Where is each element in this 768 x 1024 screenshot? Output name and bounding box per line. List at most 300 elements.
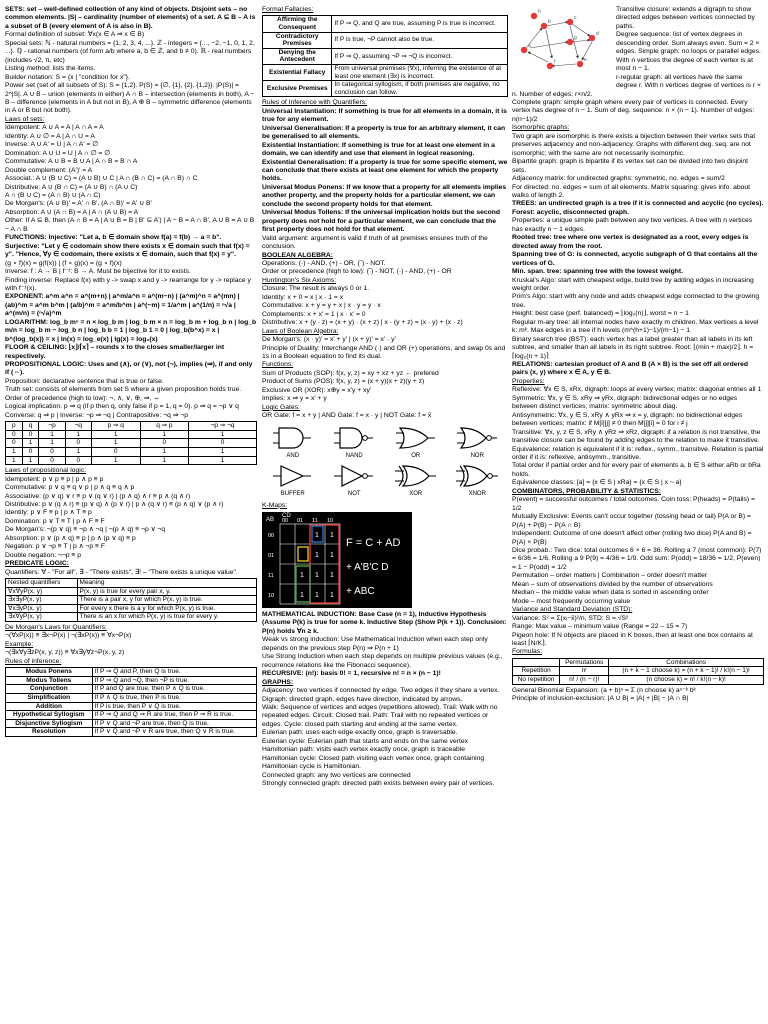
truth-header-cell: p ⇒ q [91, 422, 140, 431]
text-line: Weak vs strong induction: Use Mathematical Induction when each step only depends on the previous step P(n) ⇒ P(n + 1) [262, 636, 488, 652]
formula-row-cell: Repetition [513, 667, 560, 676]
text-line: r-regular graph: all vertices have the same degree r. With n vertices degree of vertices is r × n. Number of edges: r×n/2. [512, 73, 761, 98]
gate-xor-icon [392, 462, 440, 498]
text-line: Mean – sum of observations divided by the number of observations [512, 580, 713, 588]
text-line: Double negation: ¬¬p ≡ p [5, 551, 81, 559]
fallacy-row-cell: In categorical syllogism, if both premises are negative, no conclusion can follow. [332, 81, 508, 97]
fallacy-row-cell: Contradictory Premises [263, 32, 332, 48]
truth-row-cell: 1 [91, 456, 140, 465]
formula-row-cell: nʳ [560, 667, 609, 676]
text-line: Distributive: A ∪ (B ∩ C) = (A ∪ B) ∩ (A ∪ C) [5, 183, 138, 191]
text-line: Total order if partial order and for every pair of elements a, b ∈ S either aRb or bRa holds. [512, 462, 761, 478]
text-line: Rules of inference: [5, 657, 62, 665]
kmap-col-label: 10 [327, 517, 334, 524]
kmap-equation-3: + ABC [346, 585, 375, 597]
truth-row-cell: 1 [39, 439, 65, 448]
text-line: Regular m-ary tree: all internal nodes have exactly m children. Max vertices a level k: mᵏ. Max edges in a tree if h levels (m^(h+1)−1)/(m−1) − 1 [512, 318, 759, 335]
text-line: Strongly connected graph: directed path exists between every pair of vertices. [262, 780, 495, 788]
truth-header-cell: ¬q [65, 422, 91, 431]
svg-text:1: 1 [315, 531, 319, 539]
text-line: Formulas: [512, 648, 543, 656]
text-line: Inverse: f : A → B | f⁻¹: B → A. Must be bijective for it to exists. [5, 268, 191, 276]
inference-row [6, 711, 257, 720]
text-line: Degree sequence: list of vertex degrees in descending order. Sum always even. Sum = 2 × edges. Simple graph: no loops or parallel edges. With n vertices the degree of each vertex is at most n − 1. [616, 31, 761, 73]
text-line: Converse: q ⇒ p | Inverse: ¬p ⇒ ¬q | Contrapositive: ¬q ⇒ ¬p [5, 411, 188, 419]
text-line: Closure: The result is always 0 or 1. [262, 285, 370, 293]
nested-row-cell: For every x there is a y for which P(x, y) is true. [77, 604, 256, 613]
text-line: Commutative: p ∨ q ≡ q ∨ p | p ∧ q ≡ q ∧ p [5, 484, 135, 492]
sets-functions-logic-section [5, 6, 257, 420]
text-line: Kruskal's Algo: start with cheapest edge, build tree by adding edges in increasing weight order. [512, 276, 754, 292]
formula-header-cell: Permutations [560, 658, 609, 667]
truth-row-cell: 0 [91, 447, 140, 456]
kmap-cd-label: CD [282, 512, 291, 519]
truth-row-cell: 0 [39, 447, 65, 456]
inference-row-cell: Hypothetical Syllogism [6, 711, 93, 720]
truth-row-cell: 0 [65, 439, 91, 448]
formula-row [513, 676, 764, 685]
fallacy-row-cell: Affirming the Consequent [263, 16, 332, 32]
inference-row [6, 685, 257, 694]
text-line: Hamiltonian path: visits each vertex exactly once, graph is traceable [262, 746, 465, 754]
inference-row-cell: Conjunction [6, 685, 93, 694]
truth-row [6, 447, 257, 456]
text-line: Spanning tree of G: is connected, acyclic subgraph of G that contains all the vertices of G. [512, 251, 758, 267]
text-line: Eulerian path: uses each edge exactly once, graph is traversable. [262, 729, 458, 737]
truth-row-cell: 1 [22, 456, 39, 465]
inference-boolean-section [262, 99, 508, 420]
text-line: BOOLEAN ALGEBRA: [262, 251, 333, 259]
text-line: Proposition: declarative sentence that is true or false. [5, 377, 164, 385]
text-line: ¬(∃x∀y∃zP(x, y, z)) ≡ ∀x∃y∀z¬P(x, y, z) [5, 649, 125, 657]
text-line: Use Strong Induction when each step depends on multiple previous values (e.g., recurrence relations like the Fibonacci sequence). [262, 653, 503, 669]
gate-nor-icon [453, 424, 501, 460]
gate-label: OR [411, 452, 421, 459]
column-1 [5, 6, 257, 1021]
truth-row-cell: 1 [65, 430, 91, 439]
text-line: Isomorphic graphs: [512, 124, 570, 132]
inference-row-cell: Simplification [6, 694, 93, 703]
text-line: Power set (set of all subsets of S): S = {1,2}. P(S) = {∅, {1}, {2}, {1,2}}. |P(S)| = 2^|S|. A ∪ B – union (elements in either) A ∩ B – intersection (elements in both), A − B – difference (elements in A but not in B), A ⊕ B – symmetric difference (elements in A or B but not both). [5, 82, 255, 115]
fallacy-row [263, 65, 508, 81]
kmap-col-label: 01 [297, 517, 304, 524]
kmap-col-label: 00 [282, 517, 289, 524]
text-line: Inverse: A ∪ A' = U | A ∩ A' = ∅ [5, 141, 99, 149]
digraph-node-label: b [548, 19, 551, 25]
nested-row [6, 587, 257, 596]
text-line: Pigeon hole: If N objects are placed in K boxes, then at least one box contains at least ⌈N/K⌉. [512, 631, 753, 647]
text-line: Universal Modus Tollens: If the universal implication holds but the second property does not hold for a particular element, we can conclude that the first property does not hold for that element. [262, 209, 501, 234]
inference-row-cell: If P ⇒ Q and Q ⇒ R are true, then P ⇒ R is true. [92, 711, 256, 720]
inference-row [6, 728, 257, 737]
digraph-figure [512, 8, 612, 82]
text-line: De Morgan's Laws for Quantifiers: [5, 624, 107, 632]
gate-not-icon [330, 462, 378, 498]
fallacy-row-cell: If P ⇒ Q, and Q are true, assuming P is true is incorrect. [332, 16, 508, 32]
text-line: Laws of sets: [5, 115, 45, 123]
gate-and-icon [269, 424, 317, 460]
truth-row-cell: 0 [189, 439, 257, 448]
digraph-node [577, 61, 583, 67]
text-line: Adjacency: two vertices if connected by edge. Two edges if they share a vertex. [262, 687, 500, 695]
text-line: EXPONENT: a^m a^n = a^(m+n) | a^m/a^n = a^(m−n) | (a^m)^n = a^(mn) | (ab)^m = a^m b^m | (a/b)^m = a^m/b^m | a^(−m) = 1/a^m | a^(1/n) = ⁿ√a | a^(m/n) = (ⁿ√a)^m [5, 293, 240, 318]
text-line: Logical implication: p ⇒ q (if p then q, only false if p = 1, q = 0). p ⇒ q = ¬p ∨ q [5, 403, 239, 411]
svg-text:1: 1 [300, 571, 304, 579]
text-line: Idempotent: p ∨ p ≡ p | p ∧ p ≡ p [5, 475, 104, 483]
truth-row-cell: 0 [6, 430, 23, 439]
text-line: Builder notation: S = {x | "condition for x"}. [5, 73, 130, 81]
text-line: De Morgan's: ¬(p ∨ q) ≡ ¬p ∧ ¬q | ¬(p ∧ q) ≡ ¬p ∨ ¬q [5, 526, 166, 534]
kmap-corner-label: AB [266, 516, 275, 523]
inference-row-cell: If P and Q are true, then P ∧ Q is true. [92, 685, 256, 694]
text-line: Formal definition of subset: ∀x(x ∈ A ⇒ x ∈ B) [5, 31, 145, 39]
kmap-col-label: 11 [312, 517, 318, 524]
inference-row-cell: Disjunctive Syllogism [6, 719, 93, 728]
digraph-node [567, 39, 573, 45]
kmap-row-label: 00 [268, 532, 275, 539]
gate-buffer-icon [269, 462, 317, 498]
logic-gates-figure [262, 424, 508, 499]
gate-label: NAND [345, 452, 363, 459]
text-line: A ∩ (B ∪ C) = (A ∩ B) ∪ (A ∩ C) [5, 191, 101, 199]
fallacies-title: Formal Fallacies: [262, 6, 314, 13]
text-line: Universal Instantiation: If something is true for all elements in a domain, it is true for any element. [262, 107, 507, 124]
fallacies-table [262, 15, 508, 97]
text-line: Other: If A ⊆ B, then (A ∩ B = A | A ∪ B = B | B' ⊆ A') | A − B = A ∩ B', A ∪ B = A ∪ B − A ∩ B [5, 217, 255, 233]
text-line: Absorption: p ∨ (p ∧ q) ≡ p | p ∧ (p ∨ q) ≡ p [5, 534, 136, 542]
digraph-node-label: a [528, 43, 531, 49]
fallacy-row-cell: Existential Fallacy [263, 65, 332, 81]
gate-nand-icon [330, 424, 378, 460]
text-line: Transitive: ∀x, y, z ∈ S, xRy ∧ yRz ⇒ xRz, digraph: if a relation is not transitive, the transitive closure can be found by adding edges to the relation to make it transitive. [512, 428, 761, 445]
svg-text:1: 1 [330, 571, 334, 579]
text-line: Finding inverse: Replace f(x) with y -> swap x and y -> rearrange for y -> replace y with f⁻¹(x). [5, 276, 251, 292]
inference-row-cell: If P ⇒ Q and P, then Q is true. [92, 668, 256, 677]
inference-row [6, 694, 257, 703]
text-line: COMBINATORS, PROBABILITY & STATISTICS: [512, 487, 662, 495]
text-line: OR Gate: f = x + y | AND Gate: f = x · y | NOT Gate: f = x̄ [262, 412, 432, 420]
nested-row-cell: There is a pair x, y for which P(x, y) is true. [77, 596, 256, 605]
text-line: Associative: (p ∨ q) ∨ r ≡ p ∨ (q ∨ r) | (p ∧ q) ∧ r ≡ p ∧ (q ∧ r) [5, 492, 191, 500]
nested-row [6, 596, 257, 605]
text-line: Principle of Duality: Interchange AND (·) and OR (+) operations, and swap 0s and 1s in a Boolean equation to find its dual. [262, 344, 506, 360]
truth-row [6, 430, 257, 439]
text-line: Product of Sums (POS): f(x, y, z) = (x + y)(x + z)(y + z) [262, 378, 425, 386]
kmap-row-label: 01 [268, 552, 275, 559]
propositional-laws-section [5, 467, 257, 577]
truth-row-cell: 0 [65, 456, 91, 465]
nested-row [6, 604, 257, 613]
binomial-inclusion-section [512, 687, 764, 704]
inference-row-cell: Resolution [6, 728, 93, 737]
text-line: Properties: [512, 377, 545, 385]
inference-row-cell: If P ∨ Q and ¬P are true, then Q is true. [92, 719, 256, 728]
text-line: Laws of propositional logic: [5, 467, 87, 475]
formula-row-cell: n! / (n − r)! [560, 676, 609, 685]
text-line: Operations: (·) - AND, (+) - OR, (‾) - NOT. [262, 260, 386, 267]
truth-header-cell: q ⇒ p [140, 422, 189, 431]
rules-of-inference-table [5, 667, 257, 737]
text-line: Associat.: A ∪ (B ∪ C) = (A ∪ B) ∪ C | A ∩ (B ∩ C) = (A ∩ B) ∩ C [5, 175, 198, 183]
text-line: Identity: A ∪ ∅ = A | A ∩ U = A [5, 132, 95, 140]
kmap-row-label: 11 [268, 572, 274, 579]
truth-row [6, 456, 257, 465]
text-line: De Morgan's: (A ∪ B)' = A' ∩ B', (A ∩ B)' = A' ∪ B' [5, 200, 152, 208]
truth-row-cell: 1 [22, 439, 39, 448]
text-line: Functions: [262, 361, 294, 369]
formula-header-cell: Combinations [609, 658, 764, 667]
induction-graphs-section [262, 611, 508, 789]
text-line: Distributive: p ∨ (q ∧ r) ≡ (p ∨ q) ∧ (p ∨ r) | p ∧ (q ∨ r) ≡ (p ∧ q) ∨ (p ∧ r) [5, 500, 224, 508]
svg-text:1: 1 [330, 551, 334, 559]
text-line: Independent: Outcome of one doesn't affect other (rolling two dice) P(A and B) = P(A) × P(B) [512, 530, 752, 546]
gate-label: NOR [470, 452, 484, 459]
text-line: Truth set: consists of elements from set S where a given proposition holds true. [5, 386, 242, 394]
inference-row-cell: If P ∨ Q and ¬P ∨ R are true, then Q ∨ R is true. [92, 728, 256, 737]
formula-header-cell [513, 658, 560, 667]
nested-header-cell: Nested quantifiers [6, 579, 78, 588]
text-line: Min. span. tree: spanning tree with the lowest weight. [512, 268, 684, 276]
truth-header-cell: ¬p [39, 422, 65, 431]
text-line: Symmetric: ∀x, y ∈ S, xRy ⇒ yRx, digraph: bidirectional edges or no edges between distinct vertices; matrix: symmetric about diag. [512, 394, 738, 411]
gate-label: XNOR [468, 491, 486, 498]
text-line: P(event) = successful outcomes / total outcomes. Coin toss: P(heads) = P(tails) = 1/2 [512, 496, 755, 512]
truth-table [5, 421, 257, 465]
text-line: FUNCTIONS: Injective: "Let a, b ∈ domain show f(a) = f(b) → a = b". Surjective: "Let y ∈ codomain show there exists x ∈ domain such that f(x) = y". "Hence, ∀y ∈ codomain, there exists x ∈ domain, such that f(x) = y". [5, 234, 250, 259]
text-line: Adjacency matrix: for undirected graphs: symmetric, no. edges = sum/2 [512, 175, 725, 183]
truth-row-cell: 0 [39, 456, 65, 465]
kmap-title: K-Maps: [262, 501, 288, 509]
nested-row-cell: ∃x∃yP(x, y) [6, 596, 78, 605]
text-line: Universal Generalisation: If a property is true for an arbitrary element, it can be generalised to all elements. [262, 124, 506, 141]
truth-row-cell: 1 [91, 430, 140, 439]
fallacy-row-cell: If P is true, ¬P cannot also be true. [332, 32, 508, 48]
text-line: Mutually Exclusive: Events can't occur together (tossing head or tail) P(A or B) = P(A) + P(B) − P(A ∩ B) [512, 513, 751, 529]
text-line: Antisymmetric: ∀x, y ∈ S, xRy ∧ yRx ⇒ x = y, digraph: no bidirectional edges between vertices; matrix: if M[i][j] ≠ 0 then M[j][i] = 0 for i ≠ j [512, 411, 743, 428]
text-line: Median – the middle value when data is sorted in ascending order [512, 589, 709, 597]
digraph-node [521, 47, 527, 53]
formulas-table [512, 658, 764, 685]
text-line: Identity: x + 0 = x | x · 1 = x [262, 293, 344, 301]
digraph-node-label: d [596, 31, 599, 37]
text-line: Prim's Algo: start with any node and adds cheapest edge connected to the growing tree. [512, 293, 760, 309]
text-line: Range: Max value – minimum value (Range = 22 – 15 = 7) [512, 623, 688, 631]
fallacy-row-cell: From universal premises (∀x), inferring the existence of at least one element (∃x) is incorrect. [332, 65, 508, 81]
truth-row-cell: 1 [65, 447, 91, 456]
nested-row [6, 613, 257, 622]
text-line: GRAPHS: [262, 678, 294, 686]
digraph-node [547, 63, 553, 69]
svg-text:1: 1 [315, 551, 319, 559]
inference-row-cell: If P ∧ Q is true, then P is true. [92, 694, 256, 703]
inference-row-cell: Modus Tollens [6, 676, 93, 685]
text-line: Principle of inclusion-exclusion: |A ∪ B| = |A| + |B| − |A ∩ B| [512, 695, 689, 703]
text-line: Two graph are isomorphic is there exists a bijection between their vertex sets that preserves adjacency and non-adjacency. Graphs with different deg. seq. are not isomorphic; with the same are not necessarily isomorphic. [512, 132, 756, 157]
text-line: LOGARITHM: log_b mⁿ = n × log_b m | log_b m × n = log_b m + log_b n | log_b m/n = log_b m − log_b n | log_b b = 1 | log_b 1 = 0 | log_b(b^x) = x | b^(log_b(x)) = x | ln(x) = log_e(x) | lg(x) = log₂(x) [5, 318, 257, 343]
text-line: RECURSIVE: (n!): basis 0! = 1, recursive n! = n × (n − 1)! [262, 670, 441, 678]
digraph-node-label: h [538, 9, 541, 15]
kmap-equation-2: + A'B'C D [346, 561, 389, 573]
fallacy-row-cell: If P ⇒ Q, assuming ¬P ⇒ ¬Q is incorrect. [332, 48, 508, 64]
fallacy-row-cell: Denying the Antecedent [263, 48, 332, 64]
inference-row [6, 702, 257, 711]
digraph-node-label: e [584, 57, 587, 63]
text-line: PREDICATE LOGIC: [5, 560, 69, 568]
kmap-row-label: 10 [268, 592, 275, 599]
inference-row-cell: Addition [6, 702, 93, 711]
text-line: MATHEMATICAL INDUCTION: Base Case (n = 1), Inductive Hypothesis (Assume P(k) is true for some k. Inductive Step (Show P(k + 1)). Conclusion: P(n) holds ∀n ≥ k. [262, 610, 507, 635]
text-line: Negation: p ∨ ¬p ≡ T | p ∧ ¬p ≡ F [5, 543, 105, 551]
nested-row-cell: ∃x∀yP(x, y) [6, 613, 78, 622]
inference-row-cell: If P ⇒ Q and ¬Q, then ¬P is true. [92, 676, 256, 685]
text-line: Hamiltonian cycle: Closed path visiting each vertex once, graph containing Hamiltonian cycle is Hamiltonian. [262, 754, 485, 771]
text-line: Order or precedence (high to low): (‾) - NOT, (·) - AND, (+) - OR [262, 268, 452, 276]
text-line: SETS: set – well-defined collection of any kind of objects. Disjoint sets – no common elements. |S| – cardinality (number of elements) of a set. A ⊆ B – A is a subset of B (every element of A is also in B). [5, 6, 256, 30]
text-line: Idempotent: A ∪ A = A | A ∩ A = A [5, 124, 104, 132]
column-2 [262, 6, 508, 1021]
digraph-node [589, 35, 595, 41]
kmap-equation-1: F = C + AD [346, 536, 401, 549]
fallacy-row [263, 32, 508, 48]
fallacy-row [263, 16, 508, 32]
text-line: Variance: S² = Σ(xᵢ−x̄)²/n, STD: S = √S² [512, 614, 629, 622]
truth-header-cell: p [6, 422, 23, 431]
fallacy-row [263, 81, 508, 97]
text-line: Existential Generalisation: If a property is true for some specific element, we can conclude that there exists at least one element for which the property holds. [262, 158, 508, 183]
text-line: Connected graph: any two vertices are connected [262, 771, 411, 779]
text-line: FLOOR & CEILING: ⌊x⌋/⌈x⌉ – rounds x to the closes smaller/larger int respectively. [5, 344, 225, 360]
text-line: Implies: x ⇒ y = x' + y [262, 395, 327, 403]
text-line: Commutative: A ∪ B = B ∪ A | A ∩ B = B ∩ A [5, 158, 138, 166]
text-line: Rules of Inference with Quantifiers: [262, 99, 368, 107]
text-line: De Morgan's: (x · y)' = x' + y' | (x + y)' = x' · y' [262, 336, 396, 344]
text-line: Quantifiers: ∀ - "For all", ∃ - "There exists", ∃! – "There exists a unique value". [5, 568, 238, 576]
text-line: TREES: an undirected graph is a tree if it is connected and acyclic (no cycles). Forest: acyclic, disconnected graph. [512, 200, 764, 216]
text-line: Listing method: lists the items. [5, 65, 96, 73]
text-line: Complements: x + x' = 1 | x · x' = 0 [262, 310, 366, 318]
nested-row-cell: ∀x∀yP(x, y) [6, 587, 78, 596]
text-line: Digraph: directed graph, edges have direction, indicated by arrows. [262, 695, 463, 703]
quantifier-demorgan-section [5, 624, 257, 666]
column-3 [512, 6, 764, 1021]
text-line: Existential Instantiation: If something is true for at least one element in a domain, we can identify and use that element in logical reasoning. [262, 141, 495, 158]
truth-row-cell: 0 [140, 439, 189, 448]
text-line: Domination: p ∨ T ≡ T | p ∧ F ≡ F [5, 517, 105, 525]
text-line: Valid argument: argument is valid if truth of all premises ensures truth of the conclusion. [262, 234, 488, 251]
text-line: General Binomial Expansion: (a + b)ⁿ = Σ (n choose k) aⁿ⁻ᵏ bᵏ [512, 686, 696, 694]
nested-quantifiers-table [5, 578, 257, 622]
text-line: Complete graph: simple graph where every pair of vertices is connected. Every vertex has degree of n − 1. Sum of deg. sequence: n × (n − 1). Number of edges: n(n−1)/2 [512, 98, 755, 123]
text-line: Binary search tree (BST): each vertex has a label greater than all labels in its left subtree, and smaller than all labels in its right subtree. Root: ⌊(min + max)/2⌋. h = ⌈log₂(n + 1)⌉ [512, 335, 754, 360]
nested-row-cell: P(x, y) is true for every pair x, y. [77, 587, 256, 596]
truth-header-cell: q [22, 422, 39, 431]
text-line: ¬(∀xP(x)) ≡ ∃x¬P(x) | ¬(∃xP(x)) ≡ ∀x¬P(x) [5, 632, 132, 640]
text-line: Walk: Sequence of vertices and edges (repetitions allowed). Trail: Walk with no repeated edges. Circuit: Closed trail. Path: Trail with no repeated vertices or edges. Cycle: closed path starting and ending at the same vertex. [262, 703, 498, 728]
truth-row-cell: 1 [189, 430, 257, 439]
formula-row-cell: (n choose k) = n! / k!(n − k)! [609, 676, 764, 685]
kmap-figure [262, 512, 412, 608]
text-line: Reflexive: ∀x ∈ S, xRx, digraph: loops at every vertex; matrix: diagonal entries all 1 [512, 386, 762, 394]
formula-row-cell: No repetition [513, 676, 560, 685]
truth-row-cell: 1 [189, 447, 257, 456]
text-line: (g ∘ f)(x) = g(f(x)) | (f ∘ g)(x) = (g ∘ f)(x) [5, 259, 122, 267]
truth-row-cell: 1 [39, 430, 65, 439]
gate-label: BUFFER [280, 491, 305, 498]
text-line: Huntington's Six Axioms: [262, 276, 337, 284]
text-line: Exclusive OR (XOR): x⊕y = x'y + xy' [262, 386, 372, 394]
text-line: Sum of Products (SOP): f(x, y, z) = xy + xz + yz ← prefered [262, 369, 439, 377]
truth-row-cell: 1 [140, 456, 189, 465]
digraph-node-label: g [574, 35, 577, 41]
truth-row-cell: 1 [140, 447, 189, 456]
text-line: Absorption: A ∪ (A ∩ B) = A | A ∩ (A ∪ B) = A [5, 208, 139, 216]
text-line: Commutative: x + y = y + x | x · y = y · x [262, 302, 381, 310]
gate-label: NOT [347, 491, 361, 498]
inference-row-cell: Modus Ponens [6, 668, 93, 677]
text-line: Order of precedence (high to low): ¬, ∧, ∨, ⊕, ⇒, ⇔ [5, 394, 160, 402]
text-line: Example: [5, 640, 34, 648]
nested-row-cell: There is an x for which P(x, y) is true for every y. [77, 613, 256, 622]
text-line: Laws of Boolean Algebra: [262, 327, 339, 335]
fallacy-row [263, 48, 508, 64]
digraph-node [567, 19, 573, 25]
text-line: Equivalence: relation is equivalent if it is: reflex., symm., transitive. Relation is partial order if it is: reflexive, antisymm., transitive. [512, 445, 764, 462]
text-line: Logic Gates: [262, 403, 300, 411]
text-line: Height: best case (perf. balanced) = ⌊log₂(n)⌋, worst = n − 1 [512, 310, 689, 318]
svg-text:1: 1 [300, 591, 304, 599]
text-line: Identity: p ∨ F ≡ p | p ∧ T ≡ p [5, 509, 92, 517]
text-line: Permutation – order matters | Combination – order doesn't matter [512, 572, 708, 580]
fallacy-row-cell: Exclusive Premises [263, 81, 332, 97]
digraph-node [531, 13, 537, 19]
text-line: Mode – most frequently occurring value [512, 597, 631, 605]
truth-row-cell: 1 [140, 430, 189, 439]
truth-row-cell: 1 [91, 439, 140, 448]
text-line: Rooted tree: tree where one vertex is designated as a root, every edges is directed away from the root. [512, 234, 749, 250]
truth-row-cell: 1 [6, 456, 23, 465]
svg-text:1: 1 [315, 571, 319, 579]
text-line: Double complement: (A')' = A [5, 166, 93, 174]
graphs-relations-probability-section [512, 6, 764, 657]
truth-row-cell: 0 [22, 430, 39, 439]
text-line: Domination: A ∪ U = U | A ∩ ∅ = ∅ [5, 149, 111, 157]
gate-label: XOR [409, 491, 423, 498]
nested-header-cell: Meaning [77, 579, 256, 588]
svg-text:1: 1 [330, 531, 334, 539]
text-line: Properties: a unique simple path between any two vertices. A tree with n vertices has exactly n − 1 edges. [512, 217, 753, 233]
text-line: Universal Modus Ponens: If we know that a property for all elements implies another property, and the property holds for a particular element, we can conclude the second property holds for that element. [262, 183, 507, 208]
gate-label: AND [286, 452, 300, 459]
text-line: Eulerian cycle: Eulerian path that starts and ends on the same vertex [262, 737, 468, 745]
text-line: Distributive: x + (y · z) = (x + y) · (x + z) | x · (y + z) = (x · y) + (x · z) [262, 319, 463, 327]
truth-row-cell: 0 [6, 439, 23, 448]
digraph-node [541, 23, 547, 29]
formula-row-cell: (n + k − 1 choose k) = (n + k − 1)! / k!(n − 1)! [609, 667, 764, 676]
text-line: PROPOSITIONAL LOGIC: Uses and (∧), or (∨), not (¬), implies (⇒), if and only if (⇔). [5, 361, 253, 377]
truth-header-cell: ¬p ⇒ ¬q [189, 422, 257, 431]
text-line: Variance and Standard Deviation (STD): [512, 606, 633, 614]
truth-row-cell: 1 [189, 456, 257, 465]
text-line: Dice probab.: Two dice: total outcomes 6 × 6 = 36. Rolling a 7 (most common): P(7) = 6/36 = 1/6. Rolling a 9 P(9) = 4/36 = 1/9. Odd sum: P(odd) = 18/36 = 1/2, P(even) = 1 − P(odd) = 1/2 [512, 547, 762, 571]
inference-row-cell: If P is true, then P ∨ Q is true. [92, 702, 256, 711]
gate-or-icon [392, 424, 440, 460]
nested-row-cell: ∀x∃yP(x, y) [6, 604, 78, 613]
digraph-node-label: f [554, 59, 556, 65]
inference-row [6, 668, 257, 677]
svg-text:1: 1 [315, 591, 319, 599]
text-line: Special sets: ℕ - natural numbers = {1, 2, 3, 4, ...}. ℤ - integers = {..., −2, −1, 0, 1, 2, ...}. ℚ - rational numbers (of form a/b where a, b ∈ ℤ, and b ≠ 0). ℝ - real numbers (includes √2, π, etc) [5, 39, 255, 64]
truth-row-cell: 1 [6, 447, 23, 456]
